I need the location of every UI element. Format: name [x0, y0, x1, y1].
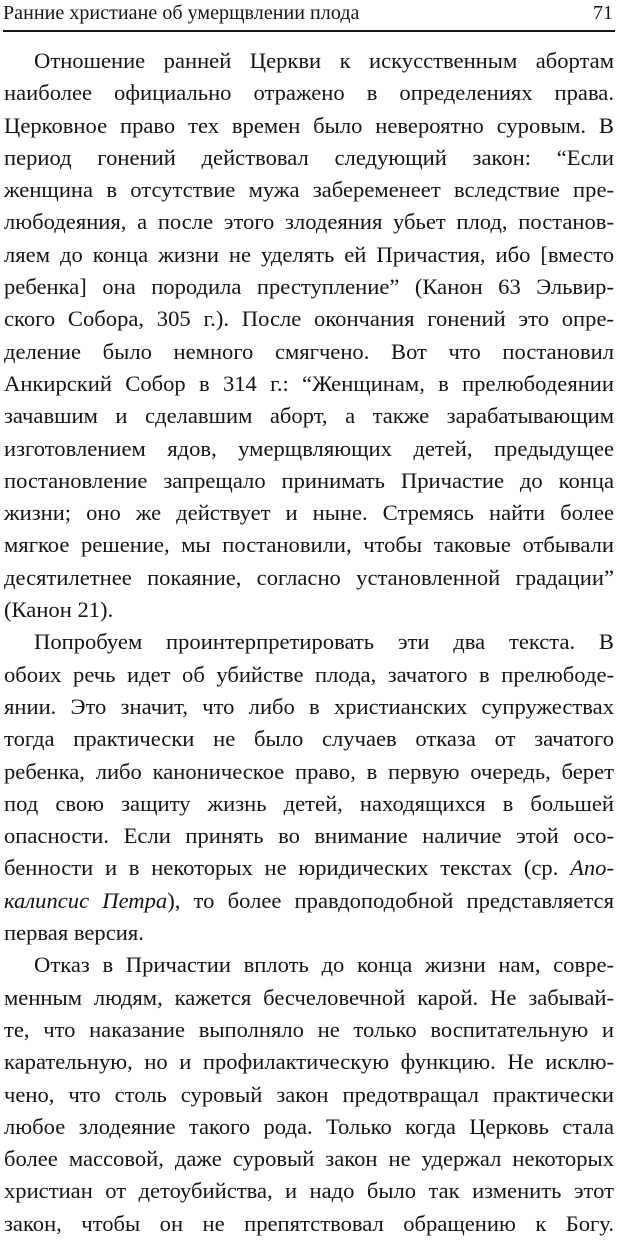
text-line: зачавшим и сделавшим аборт, а также зарабатывающим [4, 403, 614, 429]
text-line: менным людям, кажется бесчеловечной карой. Не забывай- [4, 984, 614, 1010]
text-line: ребенка] она породила преступление” (Канон 63 Эльвир- [4, 274, 614, 300]
text-line: наиболее официально отражено в определениях права. [4, 80, 614, 106]
italic-title-start: Апо- [570, 855, 614, 881]
italic-title-end: калипсис Петра [4, 887, 168, 913]
text-line: десятилетнее покаяние, согласно установленной градации” [4, 564, 614, 590]
text-line: жизни; оно же действует и ныне. Стремясь найти более [4, 500, 614, 526]
text-line: изготовлением ядов, умерщвляющих детей, предыдущее [4, 435, 614, 461]
text-line: период гонений действовал следующий закон: “Если [4, 144, 614, 170]
text-line: Попробуем проинтерпретировать эти два текста. В [34, 629, 614, 655]
body-text [4, 45, 614, 1240]
text-line: ского Собора, 305 г.). После окончания гонений это опре- [4, 306, 614, 332]
text-line: Отказ в Причастии вплоть до конца жизни нам, совре- [34, 952, 614, 978]
text-line: христиан от детоубийства, и надо было так изменить этот [4, 1178, 614, 1204]
text-line: обоих речь идет об убийстве плода, зачатого в прелюбоде- [4, 661, 614, 687]
text-line: янии. Это значит, что либо в христианских супружествах [4, 693, 614, 719]
text-line: мягкое решение, мы постановили, чтобы таковые отбывали [4, 532, 614, 558]
text-line: постановление запрещало принимать Причастие до конца [4, 467, 614, 493]
text-line: более массовой, даже суровый закон не удержал некоторых [4, 1146, 614, 1172]
text-line: первая версия. [4, 920, 144, 946]
text-line: любодеяния, а после этого злодеяния убьет плод, постанов- [4, 209, 614, 235]
text-line [4, 852, 614, 884]
text-line: Отношение ранней Церкви к искусственным абортам [34, 48, 614, 73]
text-line: Церковное право тех времен было невероятно суровым. В [4, 112, 614, 138]
text-line: те, что наказание выполняло не только воспитательную и [4, 1016, 614, 1042]
text-line: закон, чтобы он не препятствовал обращению к Богу. [4, 1210, 614, 1236]
running-head [3, 0, 615, 32]
text-line: деление было немного смягчено. Вот что постановил [4, 338, 614, 364]
page-number: 71 [593, 2, 613, 24]
text-line: Анкирский Собор в 314 г.: “Женщинам, в прелюбодеянии [4, 370, 614, 396]
text-line: ребенка, либо каноническое право, в первую очередь, берет [4, 758, 614, 784]
text-line: женщина в отсутствие мужа забеременеет вследствие пре- [4, 177, 614, 203]
text-line: тогда практически не было случаев отказа от зачатого [4, 726, 614, 752]
text-line: любое злодеяние такого рода. Только когда Церковь стала [4, 1113, 614, 1139]
text-line: карательную, но и профилактическую функцию. Не исклю- [4, 1049, 614, 1075]
line-text: бенности и в некоторых не юридических текстах (ср. [4, 855, 571, 881]
text-line [4, 885, 614, 917]
text-line: ляем до конца жизни не уделять ей Причастия, ибо [вместо [4, 241, 614, 267]
text-line: чено, что столь суровый закон предотвращал практически [4, 1081, 614, 1107]
text-line: под свою защиту жизнь детей, находящихся в большей [4, 790, 614, 816]
line-text: ), то более правдоподобной представляется [167, 887, 614, 913]
chapter-title: Ранние христиане об умерщвлении плода [3, 2, 360, 24]
text-line: (Канон 21). [4, 597, 114, 623]
text-line: опасности. Если принять во внимание наличие этой осо- [4, 823, 614, 849]
